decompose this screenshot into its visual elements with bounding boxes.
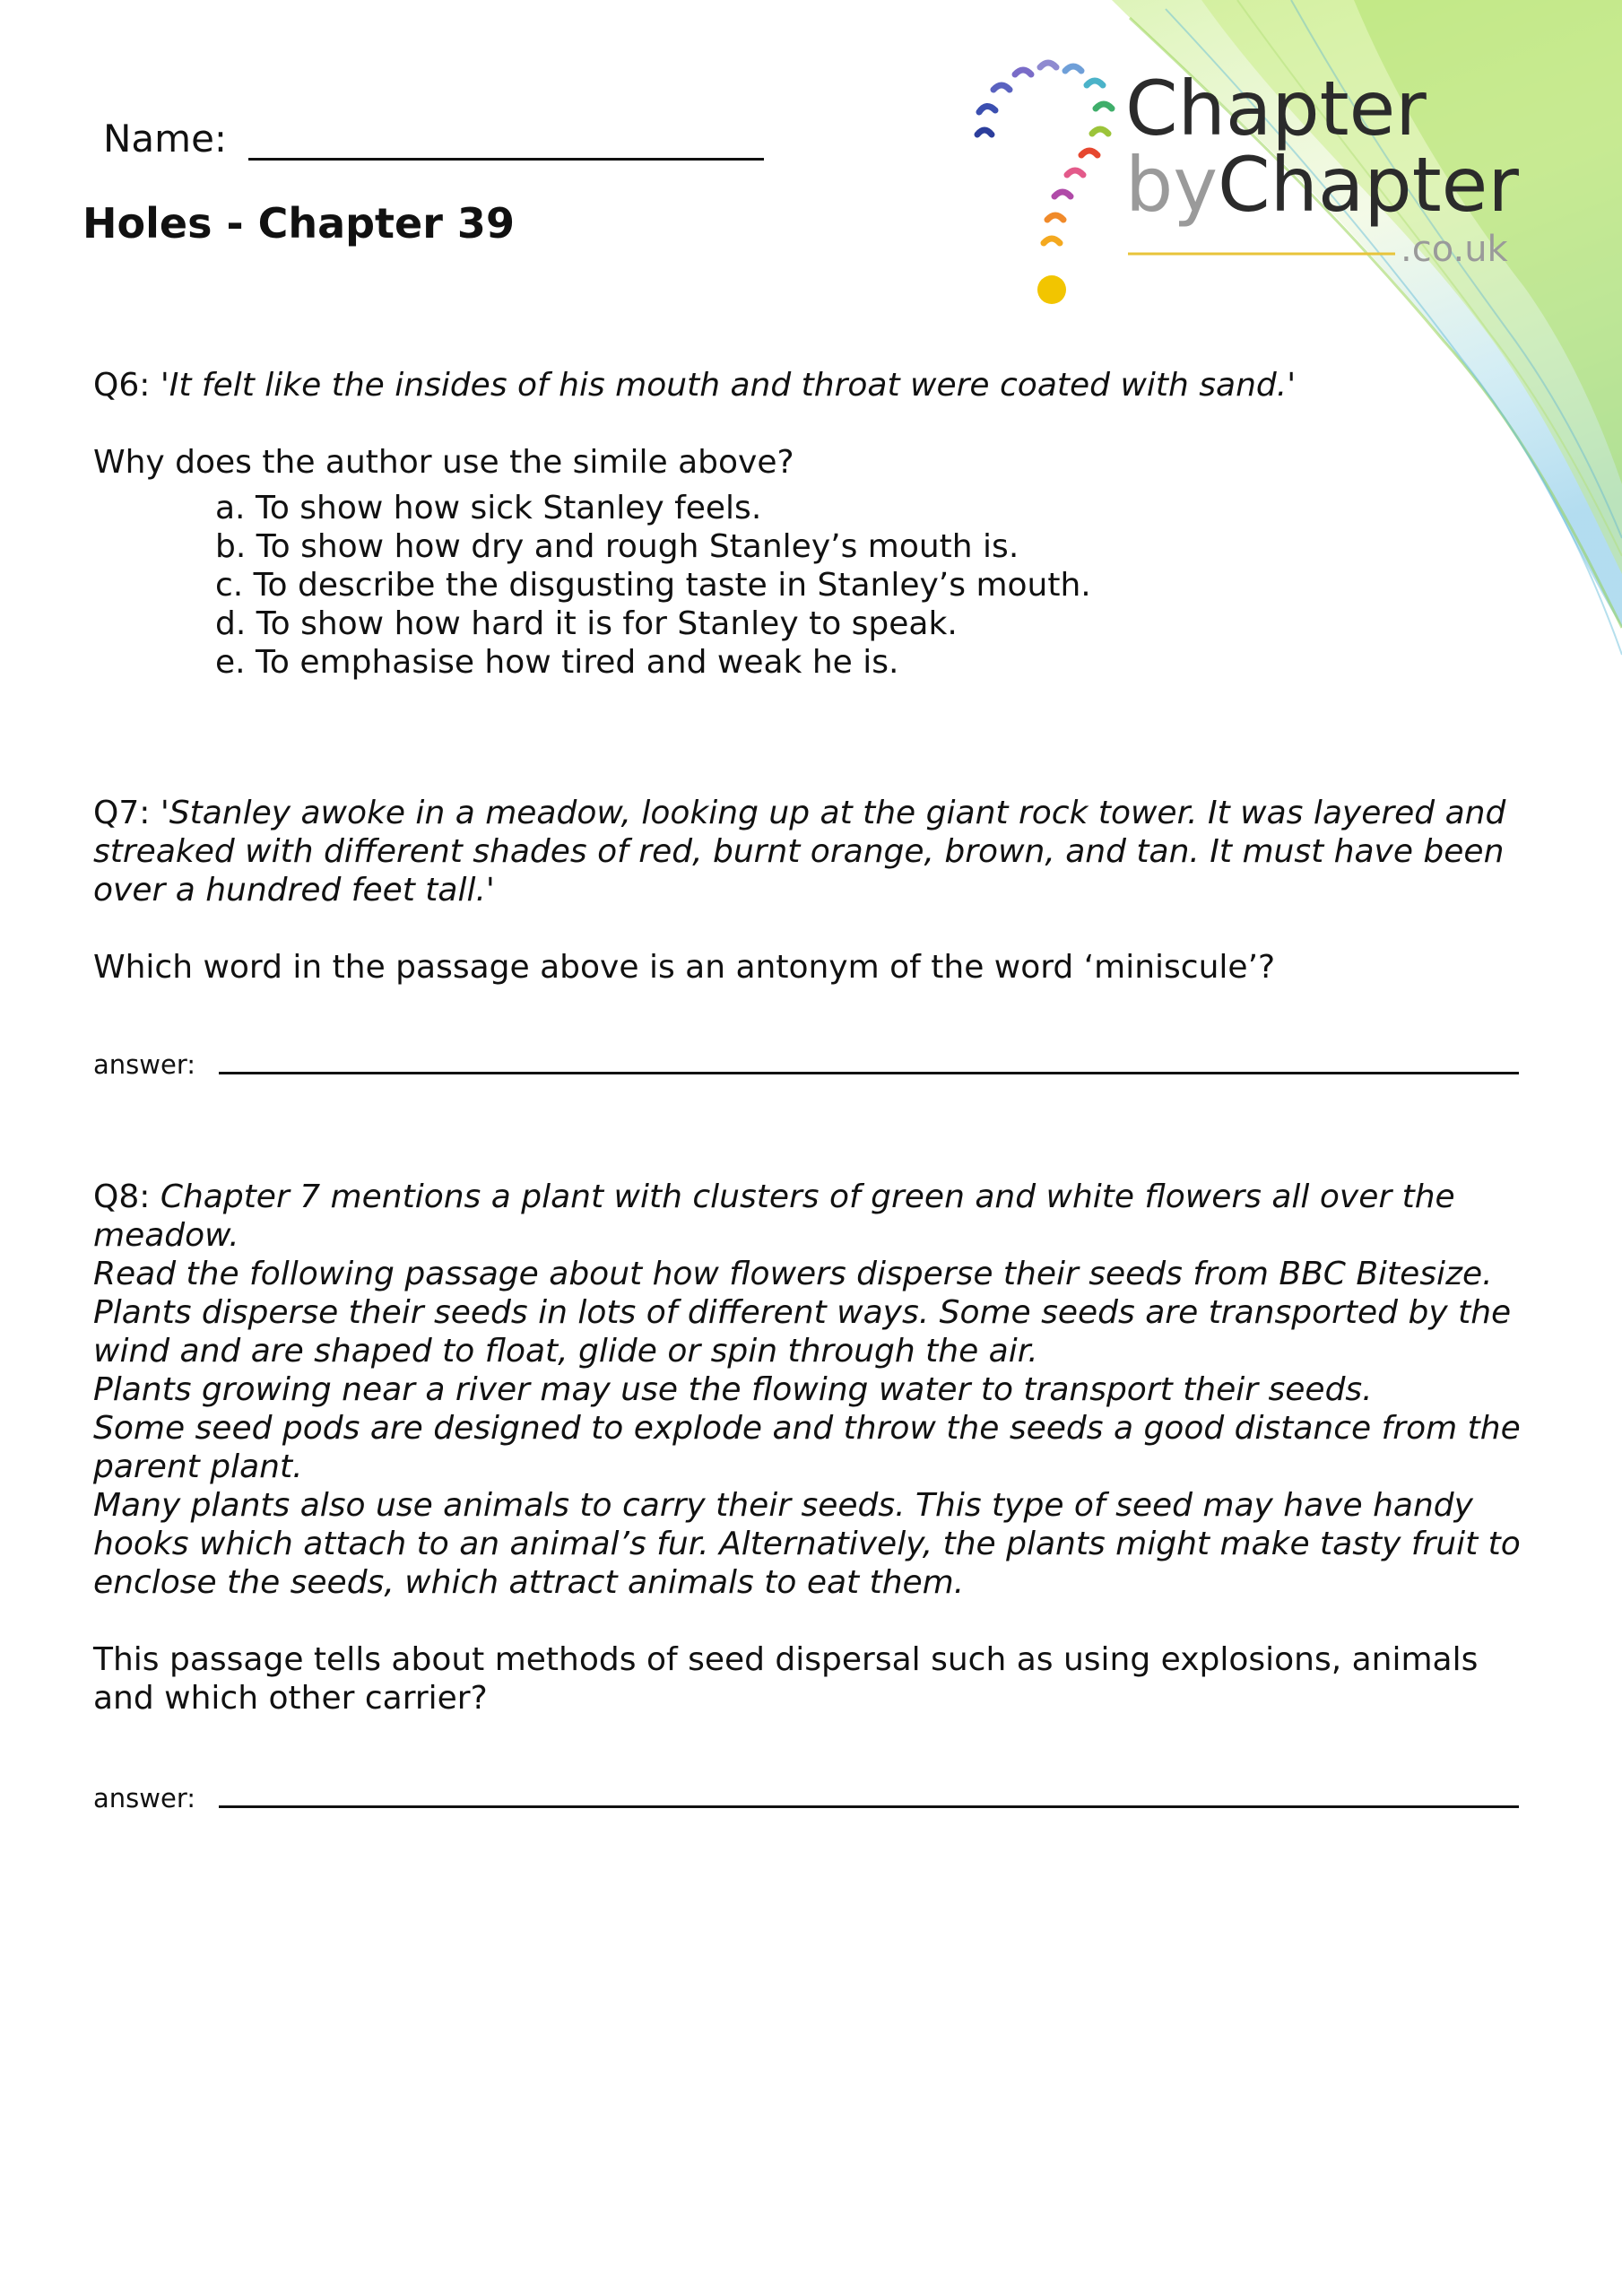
q8-passage-2-text: Plants disperse their seeds in lots of different ways. Some seeds are transported by the wind and are shaped to float, glide or spin through the air. bbox=[93, 1294, 1512, 1370]
question-7 bbox=[93, 794, 1537, 987]
q8-passage-1 bbox=[93, 1255, 1537, 1293]
q8-answer-label: answer: bbox=[93, 1783, 196, 1813]
name-field[interactable] bbox=[248, 120, 764, 161]
logo-suffix: .co.uk bbox=[1401, 229, 1508, 270]
q8-passage-3 bbox=[93, 1370, 1537, 1409]
q8-passage-4-text: Some seed pods are designed to explode and throw the seeds a good distance from the parent plant. bbox=[93, 1410, 1521, 1485]
q7-answer-row bbox=[93, 1045, 1519, 1080]
q7-prompt bbox=[93, 794, 1537, 909]
q8-passage-2 bbox=[93, 1293, 1537, 1370]
q6-option-e[interactable]: e. To emphasise how tired and weak he is. bbox=[215, 644, 899, 681]
page-title: Holes - Chapter 39 bbox=[82, 199, 515, 248]
q7-quote: 'Stanley awoke in a meadow, looking up at the giant rock tower. It was layered and streaked with different shades of red, burnt orange, brown, and tan. It must have been over a hundred feet tall.' bbox=[93, 795, 1506, 909]
q8-intro-text: Chapter 7 mentions a plant with clusters of green and white flowers all over the meadow. bbox=[93, 1178, 1455, 1254]
chapter-by-chapter-logo bbox=[959, 49, 1551, 318]
q6-question: Why does the author use the simile above? bbox=[93, 444, 794, 481]
q8-answer-row bbox=[93, 1779, 1519, 1813]
q6-option-c[interactable]: c. To describe the disgusting taste in Stanley’s mouth. bbox=[215, 567, 1091, 604]
q6-option-a[interactable]: a. To show how sick Stanley feels. bbox=[215, 490, 762, 526]
logo-dot-icon bbox=[1037, 275, 1066, 304]
q6-option-b[interactable]: b. To show how dry and rough Stanley’s mouth is. bbox=[215, 528, 1019, 565]
q8-passage-3-text: Plants growing near a river may use the flowing water to transport their seeds. bbox=[93, 1371, 1373, 1408]
logo-line2 bbox=[1125, 141, 1519, 229]
q6-options bbox=[215, 489, 1537, 682]
q7-answer-field[interactable] bbox=[219, 1045, 1519, 1074]
q8-passage-4 bbox=[93, 1409, 1537, 1486]
q6-label: Q6: bbox=[93, 367, 151, 404]
logo-chapter: Chapter bbox=[1218, 141, 1519, 229]
book-arc-icon bbox=[977, 63, 1112, 243]
question-8 bbox=[93, 1178, 1537, 1718]
q7-answer-label: answer: bbox=[93, 1049, 196, 1080]
q6-quote: 'It felt like the insides of his mouth and throat were coated with sand.' bbox=[160, 367, 1297, 404]
q8-question: This passage tells about methods of seed dispersal such as using explosions, animals and which other carrier? bbox=[93, 1641, 1479, 1717]
logo-by: by bbox=[1125, 141, 1219, 229]
q6-option-d[interactable]: d. To show how hard it is for Stanley to speak. bbox=[215, 605, 958, 642]
q8-intro bbox=[93, 1178, 1537, 1255]
q8-answer-field[interactable] bbox=[219, 1779, 1519, 1808]
q8-passage-5 bbox=[93, 1486, 1537, 1602]
q6-prompt bbox=[93, 366, 1537, 404]
q7-label: Q7: bbox=[93, 795, 151, 831]
logo-line1: Chapter bbox=[1125, 65, 1427, 152]
q8-passage-5-text: Many plants also use animals to carry their seeds. This type of seed may have handy hooks which attach to an animal’s fur. Alternatively, the plants might make tasty fruit to enclose the seeds, which attract animals to eat them. bbox=[93, 1487, 1521, 1601]
q8-passage-1-text: Read the following passage about how flowers disperse their seeds from BBC Bitesize. bbox=[93, 1256, 1493, 1292]
q8-label: Q8: bbox=[93, 1178, 151, 1215]
name-row bbox=[103, 117, 764, 161]
name-label: Name: bbox=[103, 117, 228, 161]
q7-question: Which word in the passage above is an antonym of the word ‘miniscule’? bbox=[93, 949, 1276, 986]
question-6 bbox=[93, 366, 1537, 682]
